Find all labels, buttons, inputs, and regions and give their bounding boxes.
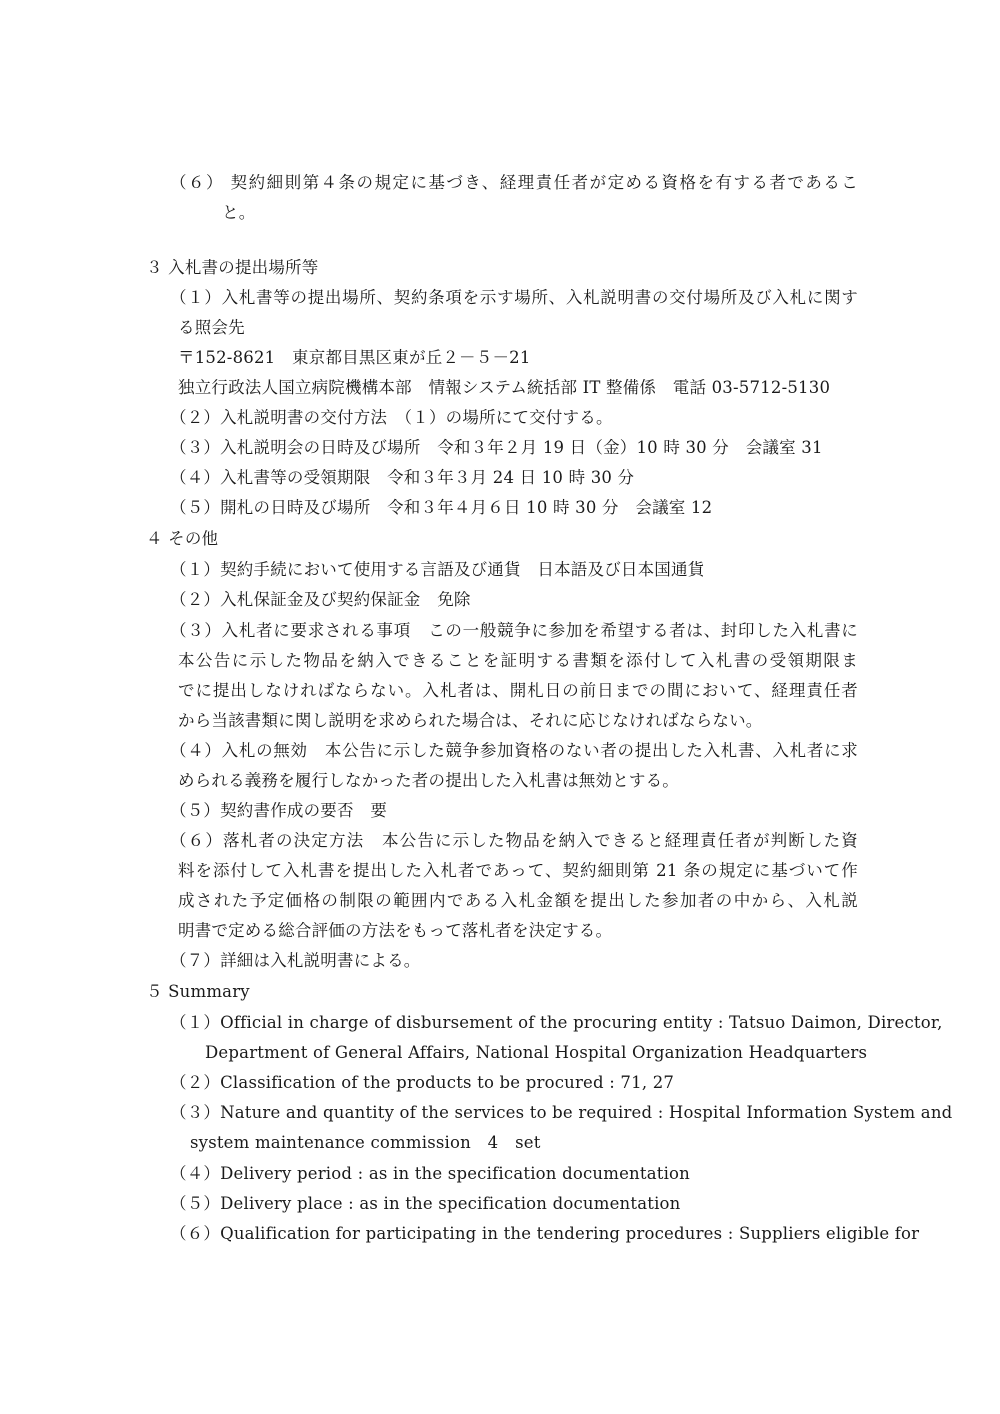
text-line: （３）入札者に要求される事項 この一般競争に参加を希望する者は、封印した入札書に bbox=[170, 621, 858, 640]
text-line: 成された予定価格の制限の範囲内である入札金額を提出した参加者の中から、入札説 bbox=[178, 891, 858, 910]
text-line: 〒152-8621 東京都目黒区東が丘２－５－21 bbox=[178, 348, 531, 367]
text-line: （７）詳細は入札説明書による。 bbox=[170, 951, 421, 970]
text-line: でに提出しなければならない。入札者は、開札日の前日までの間において、経理責任者 bbox=[178, 681, 858, 700]
text-line: （３）入札説明会の日時及び場所 令和３年２月 19 日（金）10 時 30 分 会議室 31 bbox=[170, 438, 823, 457]
text-line: （５）開札の日時及び場所 令和３年４月６日 10 時 30 分 会議室 12 bbox=[170, 498, 713, 517]
text-line: 明書で定める総合評価の方法をもって落札者を決定する。 bbox=[178, 921, 613, 940]
text-line: （２）Classification of the products to be procured : 71, 27 bbox=[170, 1073, 675, 1092]
text-line: （２）入札説明書の交付方法 （１）の場所にて交付する。 bbox=[170, 408, 613, 427]
section-heading: ３ 入札書の提出場所等 bbox=[146, 258, 319, 277]
text-line: から当該書類に関し説明を求められた場合は、それに応じなければならない。 bbox=[178, 711, 763, 730]
text-line: る照会先 bbox=[178, 318, 245, 337]
text-line: （１）入札書等の提出場所、契約条項を示す場所、入札説明書の交付場所及び入札に関す bbox=[170, 288, 858, 307]
text-line: （４）Delivery period : as in the specification documentation bbox=[170, 1164, 691, 1183]
text-line: （５）契約書作成の要否 要 bbox=[170, 801, 388, 820]
text-line: Department of General Affairs, National Hospital Organization Headquarters bbox=[205, 1043, 868, 1062]
text-line: （３）Nature and quantity of the services to be required : Hospital Information System and bbox=[170, 1103, 953, 1122]
text-line: 料を添付して入札書を提出した入札者であって、契約細則第 21 条の規定に基づいて作 bbox=[178, 861, 858, 880]
section-heading: ４ その他 bbox=[146, 529, 219, 548]
text-line: （６）Qualification for participating in the tendering procedures : Suppliers eligible for bbox=[170, 1224, 920, 1243]
text-line: system maintenance commission 4 set bbox=[190, 1133, 541, 1152]
text-line: （２）入札保証金及び契約保証金 免除 bbox=[170, 590, 471, 609]
text-line: （１）Official in charge of disbursement of the procuring entity : Tatsuo Daimon, Director, bbox=[170, 1013, 943, 1032]
text-line: 独立行政法人国立病院機構本部 情報システム統括部 IT 整備係 電話 03-5712-5130 bbox=[178, 378, 831, 397]
text-line: と。 bbox=[222, 203, 256, 222]
text-line: （１）契約手続において使用する言語及び通貨 日本語及び日本国通貨 bbox=[170, 560, 705, 579]
text-line: められる義務を履行しなかった者の提出した入札書は無効とする。 bbox=[178, 771, 679, 790]
text-line: （６）落札者の決定方法 本公告に示した物品を納入できると経理責任者が判断した資 bbox=[170, 831, 858, 850]
text-line: （４）入札書等の受領期限 令和３年３月 24 日 10 時 30 分 bbox=[170, 468, 635, 487]
text-line: （５）Delivery place : as in the specification documentation bbox=[170, 1194, 681, 1213]
section-heading: ５ Summary bbox=[146, 982, 250, 1001]
text-line: （６） 契約細則第４条の規定に基づき、経理責任者が定める資格を有する者であるこ bbox=[170, 173, 858, 192]
text-line: 本公告に示した物品を納入できることを証明する書類を添付して入札書の受領期限ま bbox=[178, 651, 858, 670]
text-line: （４）入札の無効 本公告に示した競争参加資格のない者の提出した入札書、入札者に求 bbox=[170, 741, 858, 760]
